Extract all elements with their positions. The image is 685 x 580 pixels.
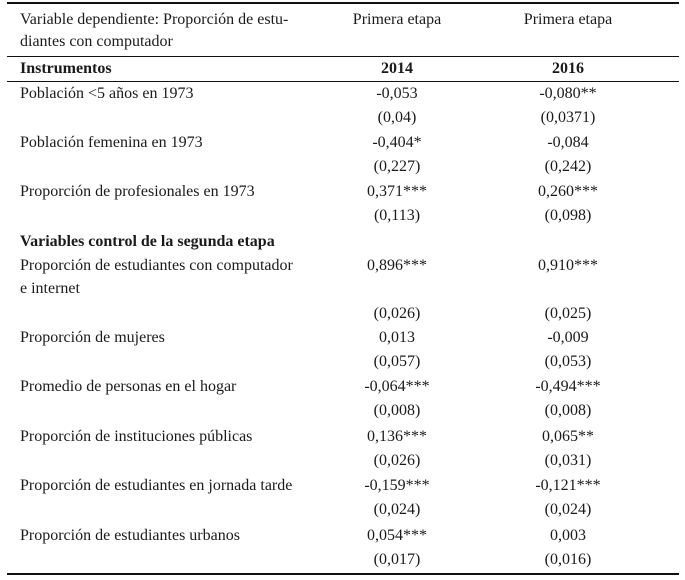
std-error-2014: (0,024) — [373, 501, 421, 518]
table-row-se — [7, 449, 679, 473]
regression-table — [7, 0, 679, 580]
std-error-2014: (0,008) — [373, 402, 421, 419]
table-row — [7, 425, 679, 449]
table-row-se — [7, 106, 679, 130]
coefficient-2016: 0,910*** — [538, 257, 598, 274]
row-label: Proporción de instituciones públicas — [20, 428, 253, 445]
table-row — [7, 82, 679, 106]
coefficient-2014: 0,896*** — [367, 257, 427, 274]
std-error-2016: (0,053) — [544, 353, 592, 370]
coefficient-2016: -0,121*** — [535, 477, 601, 494]
row-label: Población femenina en 1973 — [20, 134, 203, 151]
table-row — [7, 524, 679, 548]
std-error-2016: (0,016) — [544, 551, 592, 568]
std-error-2014: (0,026) — [373, 452, 421, 469]
std-error-2016: (0,242) — [544, 158, 592, 175]
table-row-se — [7, 204, 679, 228]
table-row-se — [7, 350, 679, 374]
column-2-stage: Primera etapa — [523, 11, 613, 28]
coefficient-2014: -0,053 — [376, 85, 418, 102]
table-row — [7, 254, 679, 278]
table-row — [7, 375, 679, 399]
row-label-continuation: e internet — [20, 280, 80, 297]
table-row-se — [7, 498, 679, 522]
coefficient-2014: 0,054*** — [367, 527, 427, 544]
std-error-2016: (0,0371) — [540, 109, 596, 126]
row-label: Proporción de profesionales en 1973 — [20, 183, 255, 200]
coefficient-2016: -0,080** — [539, 85, 597, 102]
table-row-se — [7, 399, 679, 423]
std-error-2016: (0,025) — [544, 305, 592, 322]
instruments-header: Instrumentos — [20, 60, 112, 77]
coefficient-2014: 0,136*** — [367, 428, 427, 445]
row-label: Proporción de estudiantes urbanos — [20, 527, 240, 544]
table-row-label-cont — [7, 277, 679, 301]
std-error-2014: (0,017) — [373, 551, 421, 568]
dependent-variable-line-2: diantes con computador — [20, 33, 173, 50]
controls-header-row — [7, 230, 679, 254]
table-row-se — [7, 155, 679, 179]
year-column-2: 2016 — [552, 60, 584, 77]
coefficient-2014: -0,159*** — [364, 477, 430, 494]
coefficient-2014: 0,013 — [379, 329, 415, 346]
dependent-variable-line-1: Variable dependiente: Proporción de estu- — [20, 11, 289, 28]
table-row — [7, 474, 679, 498]
row-label: Promedio de personas en el hogar — [20, 378, 237, 395]
std-error-2014: (0,04) — [377, 109, 417, 126]
row-label: Proporción de estudiantes con computador — [20, 257, 293, 274]
year-column-1: 2014 — [381, 60, 413, 77]
row-label: Proporción de estudiantes en jornada tarde — [20, 477, 293, 494]
bottom-rule — [7, 573, 679, 575]
coefficient-2016: -0,009 — [547, 329, 589, 346]
std-error-2016: (0,031) — [544, 452, 592, 469]
top-rule — [7, 2, 679, 4]
coefficient-2014: -0,404* — [372, 134, 422, 151]
controls-header: Variables control de la segunda etapa — [20, 233, 275, 250]
std-error-2016: (0,008) — [544, 402, 592, 419]
row-label: Población <5 años en 1973 — [20, 85, 194, 102]
table-row-se — [7, 302, 679, 326]
std-error-2016: (0,098) — [544, 207, 592, 224]
coefficient-2014: 0,371*** — [367, 183, 427, 200]
coefficient-2016: -0,494*** — [535, 378, 601, 395]
table-row — [7, 131, 679, 155]
column-1-stage: Primera etapa — [352, 11, 442, 28]
row-label: Proporción de mujeres — [20, 329, 165, 346]
table-row-se — [7, 548, 679, 572]
table-row — [7, 180, 679, 204]
table-row — [7, 326, 679, 350]
std-error-2014: (0,057) — [373, 353, 421, 370]
coefficient-2016: 0,065** — [542, 428, 594, 445]
std-error-2014: (0,227) — [373, 158, 421, 175]
instruments-header-row — [7, 57, 679, 81]
coefficient-2016: -0,084 — [547, 134, 589, 151]
std-error-2014: (0,026) — [373, 305, 421, 322]
coefficient-2014: -0,064*** — [364, 378, 430, 395]
dependent-variable-label — [20, 9, 320, 53]
coefficient-2016: 0,260*** — [538, 183, 598, 200]
std-error-2016: (0,024) — [544, 501, 592, 518]
std-error-2014: (0,113) — [373, 207, 421, 224]
coefficient-2016: 0,003 — [550, 527, 586, 544]
